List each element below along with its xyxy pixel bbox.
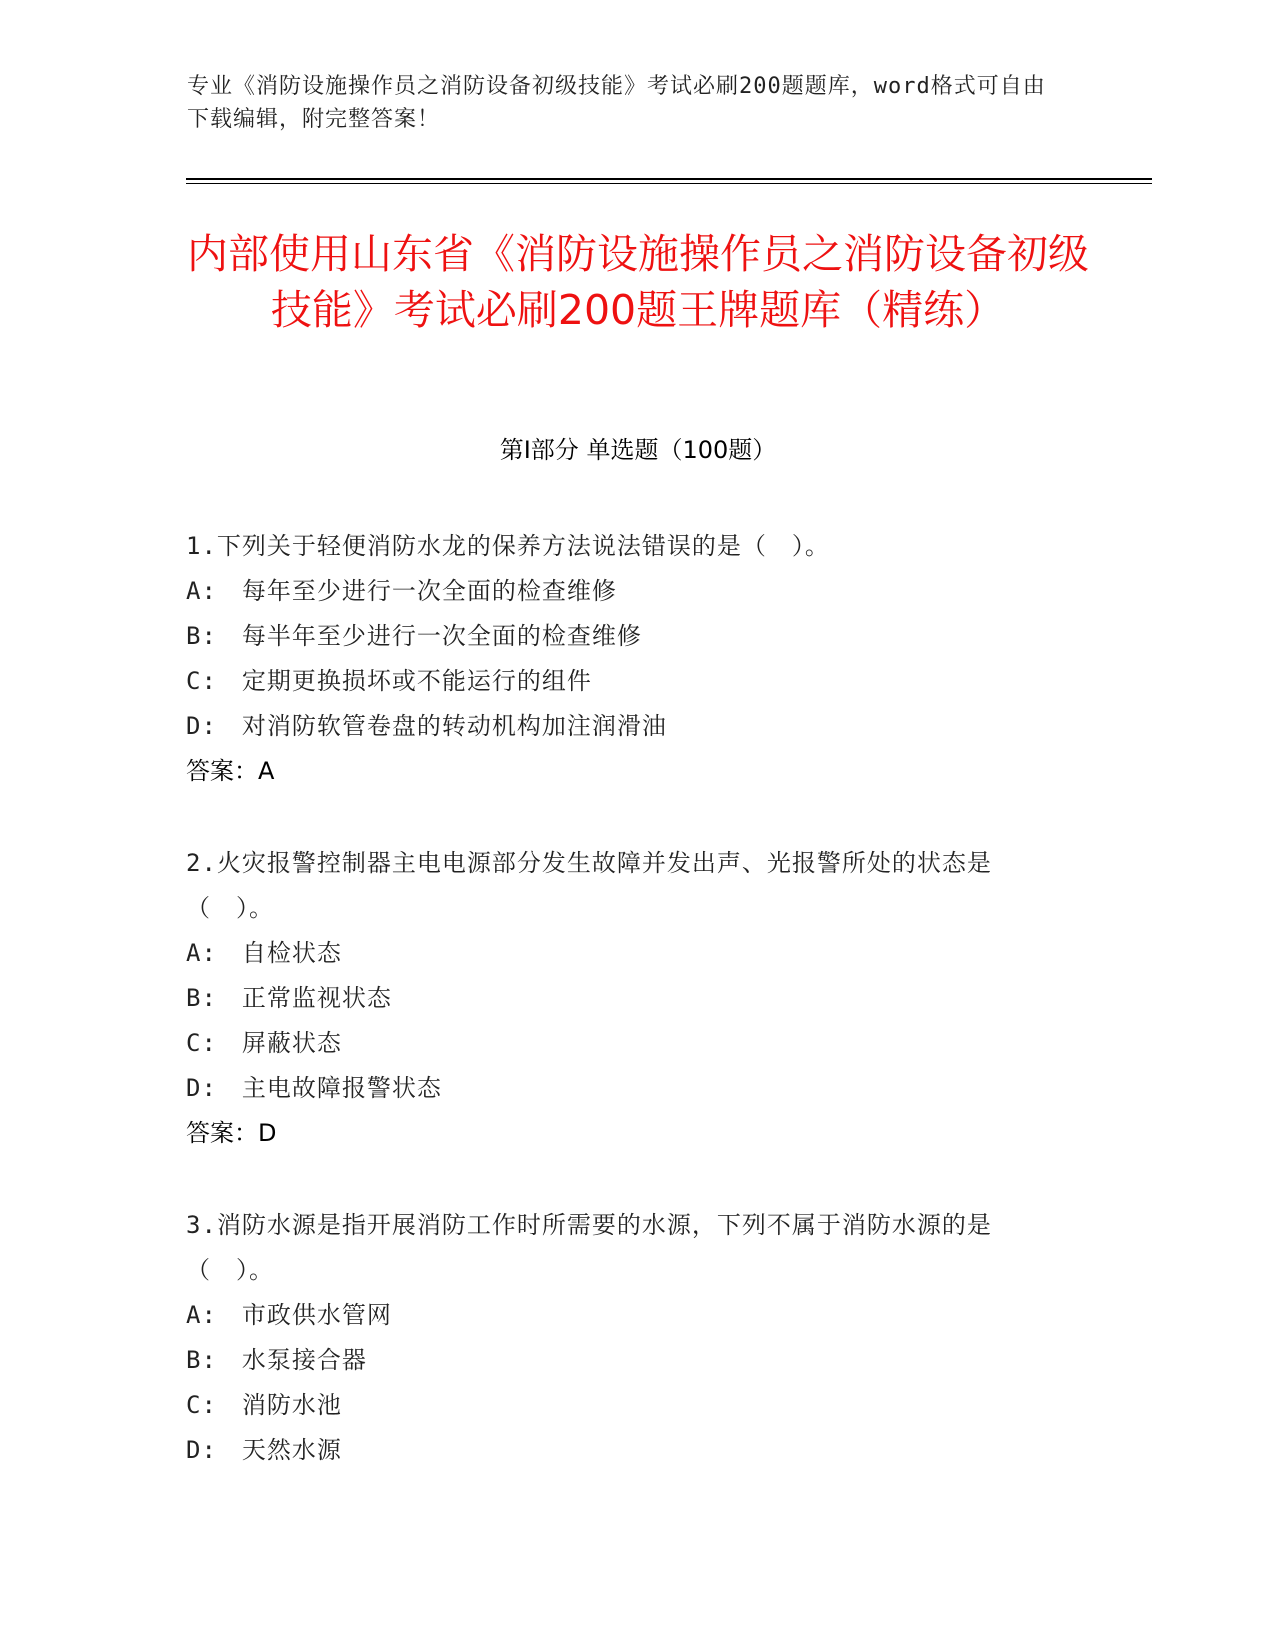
option-b: B: 正常监视状态 bbox=[186, 984, 392, 1012]
question-spacer bbox=[186, 1156, 1066, 1203]
option-d: D: 对消防软管卷盘的转动机构加注润滑油 bbox=[186, 712, 667, 740]
option-a: A: 市政供水管网 bbox=[186, 1301, 392, 1329]
option-a: A: 自检状态 bbox=[186, 939, 342, 967]
question-spacer bbox=[186, 794, 1066, 841]
question-2 bbox=[186, 841, 1066, 1156]
option-b: B: 每半年至少进行一次全面的检查维修 bbox=[186, 622, 642, 650]
option-a: A: 每年至少进行一次全面的检查维修 bbox=[186, 577, 617, 605]
answer: 答案：D bbox=[186, 1119, 277, 1147]
section-title: 第I部分 单选题（100题） bbox=[499, 436, 777, 464]
header-note: 专业《消防设施操作员之消防设备初级技能》考试必刷200题题库，word格式可自由下载编辑，附完整答案！ bbox=[187, 74, 1046, 132]
header-divider-thin bbox=[186, 183, 1152, 184]
question-1 bbox=[186, 524, 1066, 794]
question-text: 3.消防水源是指开展消防工作时所需要的水源，下列不属于消防水源的是（ ）。 bbox=[186, 1211, 992, 1284]
option-c: C: 定期更换损坏或不能运行的组件 bbox=[186, 667, 592, 695]
option-d: D: 天然水源 bbox=[186, 1436, 342, 1464]
document-title: 内部使用山东省《消防设施操作员之消防设备初级技能》考试必刷200题王牌题库（精练） bbox=[187, 230, 1089, 334]
option-b: B: 水泵接合器 bbox=[186, 1346, 367, 1374]
question-3 bbox=[186, 1203, 1066, 1473]
header-divider bbox=[186, 178, 1152, 180]
question-list bbox=[186, 524, 1066, 1473]
question-text: 2.火灾报警控制器主电电源部分发生故障并发出声、光报警所处的状态是（ ）。 bbox=[186, 849, 992, 922]
option-c: C: 消防水池 bbox=[186, 1391, 342, 1419]
question-text: 1.下列关于轻便消防水龙的保养方法说法错误的是（ ）。 bbox=[186, 532, 830, 560]
answer: 答案：A bbox=[186, 757, 275, 785]
option-c: C: 屏蔽状态 bbox=[186, 1029, 342, 1057]
option-d: D: 主电故障报警状态 bbox=[186, 1074, 442, 1102]
